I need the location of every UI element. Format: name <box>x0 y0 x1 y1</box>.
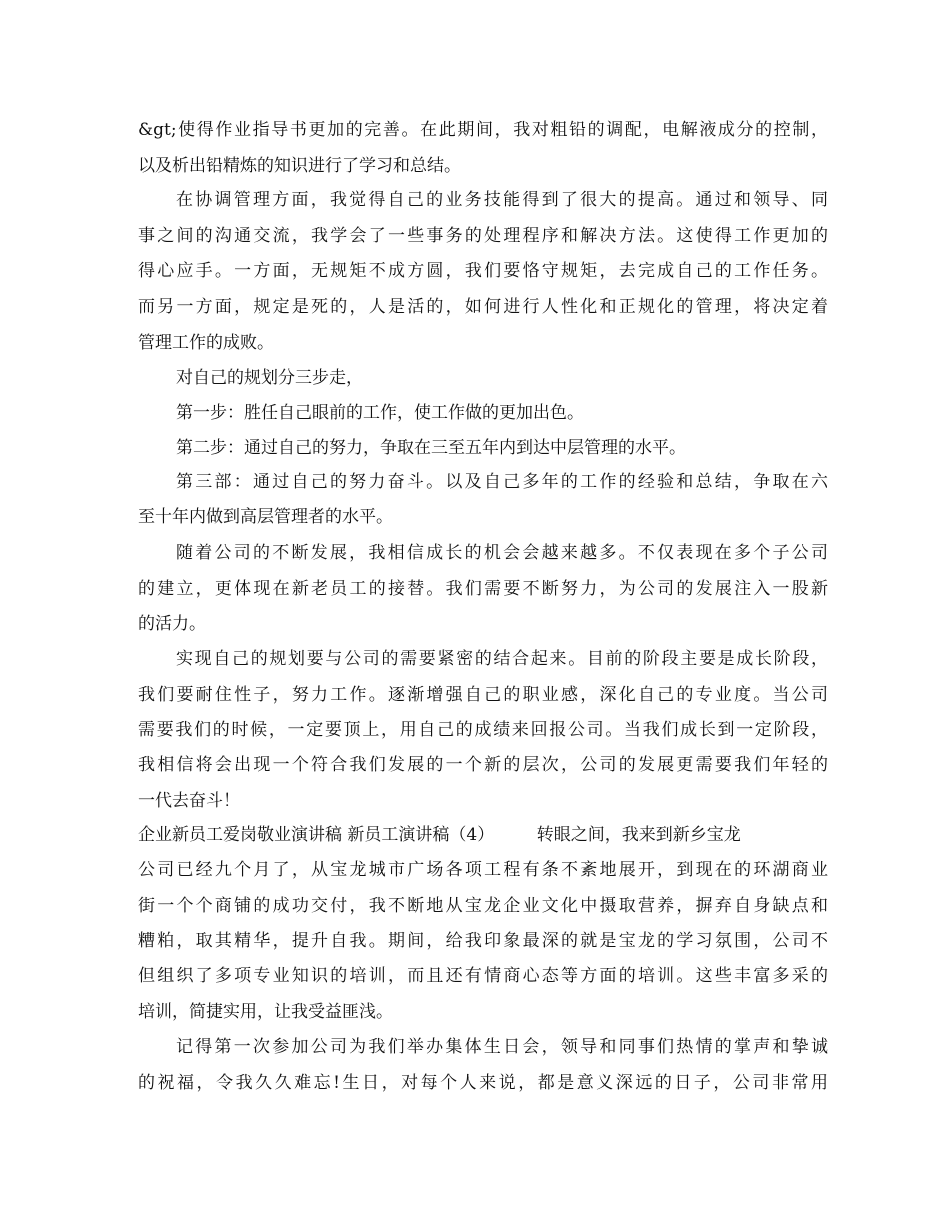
text-line: 实现自己的规划要与公司的需要紧密的结合起来。目前的阶段主要是成长阶段， <box>176 649 828 669</box>
text-line: 糟粕，取其精华，提升自我。期间，给我印象最深的就是宝龙的学习氛围，公司不 <box>138 931 828 951</box>
text-line: 一代去奋斗！ <box>138 791 240 811</box>
text-line: 的祝福，令我久久难忘!生日，对每个人来说，都是意义深远的日子，公司非常用 <box>138 1073 828 1093</box>
text-line: 但组织了多项专业知识的培训，而且还有情商心态等方面的培训。这些丰富多采的 <box>138 966 828 986</box>
text-line: 需要我们的时候，一定要顶上，用自己的成绩来回报公司。当我们成长到一定阶段， <box>138 720 828 740</box>
text-line: 以及析出铅精炼的知识进行了学习和总结。 <box>138 156 461 176</box>
text-line: 街一个个商铺的成功交付，我不断地从宝龙企业文化中摄取营养，摒弃自身缺点和 <box>138 896 828 916</box>
text-line: 而另一方面，规定是死的，人是活的，如何进行人性化和正规化的管理，将决定着 <box>138 297 828 317</box>
text-line: 管理工作的成败。 <box>138 333 274 353</box>
text-line: 培训，简捷实用，让我受益匪浅。 <box>138 1002 393 1022</box>
text-line: 第一步：胜任自己眼前的工作，使工作做的更加出色。 <box>176 403 584 423</box>
text-line: 第二步：通过自己的努力，争取在三至五年内到达中层管理的水平。 <box>176 438 686 458</box>
text-line: 企业新员工爱岗敬业演讲稿 新员工演讲稿（4） 转眼之间，我来到新乡宝龙 <box>138 825 741 845</box>
text-line: &gt;使得作业指导书更加的完善。在此期间，我对粗铅的调配，电解液成分的控制， <box>138 120 828 140</box>
text-line: 第三部：通过自己的努力奋斗。以及自己多年的工作的经验和总结，争取在六 <box>176 472 828 492</box>
text-line: 得心应手。一方面，无规矩不成方圆，我们要恪守规矩，去完成自己的工作任务。 <box>138 261 828 281</box>
text-line: 的建立，更体现在新老员工的接替。我们需要不断努力，为公司的发展注入一股新 <box>138 579 828 599</box>
text-line: 记得第一次参加公司为我们举办集体生日会，领导和同事们热情的掌声和挚诚 <box>176 1037 828 1057</box>
text-line: 的活力。 <box>138 614 206 634</box>
text-line: 在协调管理方面，我觉得自己的业务技能得到了很大的提高。通过和领导、同 <box>176 190 828 210</box>
text-line: 随着公司的不断发展，我相信成长的机会会越来越多。不仅表现在多个子公司 <box>176 543 828 563</box>
text-line: 公司已经九个月了，从宝龙城市广场各项工程有条不紊地展开，到现在的环湖商业 <box>138 860 828 880</box>
text-line: 事之间的沟通交流，我学会了一些事务的处理程序和解决方法。这使得工作更加的 <box>138 226 828 246</box>
text-line: 对自己的规划分三步走， <box>176 368 363 388</box>
text-line: 我们要耐住性子，努力工作。逐渐增强自己的职业感，深化自己的专业度。当公司 <box>138 685 828 705</box>
text-line: 至十年内做到高层管理者的水平。 <box>138 507 393 527</box>
text-line: 我相信将会出现一个符合我们发展的一个新的层次，公司的发展更需要我们年轻的 <box>138 755 828 775</box>
